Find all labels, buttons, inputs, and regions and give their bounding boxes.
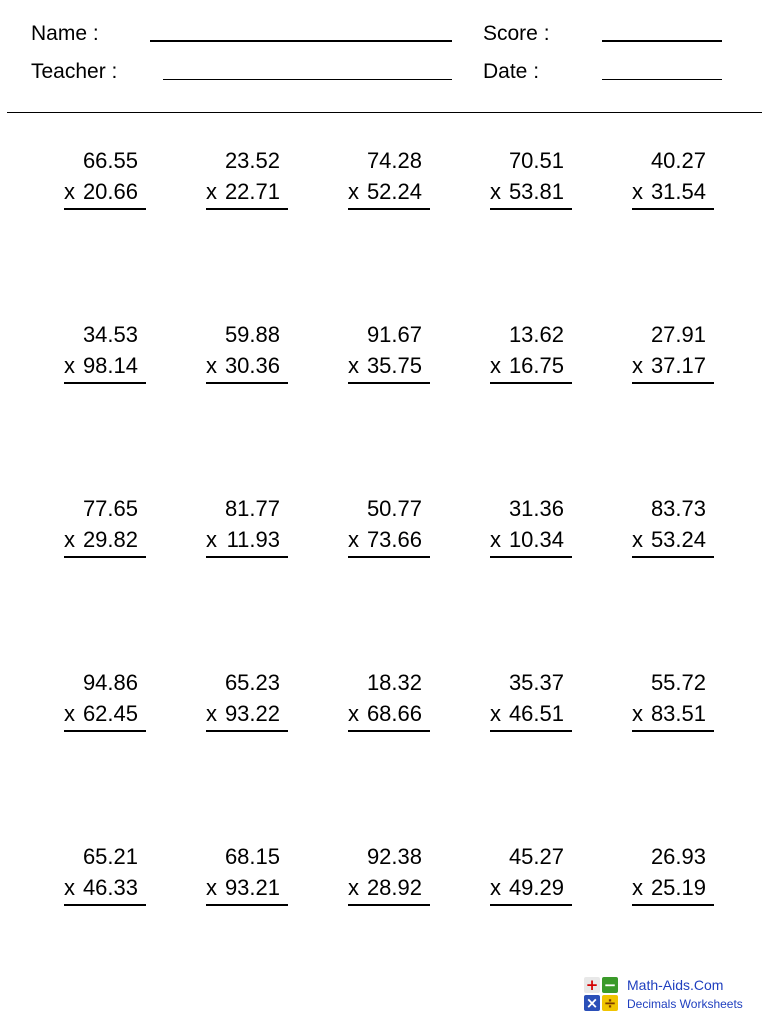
answer-rule: [206, 208, 288, 210]
problem-20: [630, 670, 712, 734]
multiplier: 53.81: [508, 179, 564, 204]
answer-rule: [206, 904, 288, 906]
multiply-operator: x: [632, 701, 643, 726]
divide-icon: ÷: [603, 994, 617, 1012]
multiply-operator: x: [348, 527, 359, 552]
multiplier-row: [490, 527, 564, 553]
multiplier-row: [348, 875, 422, 901]
problem-5: [630, 148, 712, 212]
problem-21: [62, 844, 144, 908]
multiplier-row: [64, 179, 138, 205]
multiplicand: 45.27: [508, 844, 564, 869]
math-operations-icon: [584, 977, 620, 1013]
multiplicand: 27.91: [650, 322, 706, 347]
multiplier-row: [206, 527, 280, 553]
multiplier: 53.24: [650, 527, 706, 552]
answer-rule: [490, 382, 572, 384]
multiplier: 35.75: [366, 353, 422, 378]
multiplier-row: [64, 353, 138, 379]
multiplicand: 65.23: [224, 670, 280, 695]
problem-18: [346, 670, 428, 734]
multiplier-row: [206, 701, 280, 727]
answer-rule: [206, 556, 288, 558]
multiplier: 62.45: [82, 701, 138, 726]
multiplier: 20.66: [82, 179, 138, 204]
problem-25: [630, 844, 712, 908]
multiplier: 11.93: [226, 527, 280, 552]
teacher-label: Teacher :: [31, 60, 118, 83]
multiply-operator: x: [490, 527, 501, 552]
multiply-operator: x: [348, 875, 359, 900]
multiplier: 25.19: [650, 875, 706, 900]
multiplicand: 40.27: [650, 148, 706, 173]
multiplier-row: [632, 179, 706, 205]
multiplier-row: [632, 527, 706, 553]
multiplicand: 65.21: [82, 844, 138, 869]
date-label: Date :: [483, 60, 540, 83]
brand-logo: [584, 977, 762, 1017]
multiplicand: 66.55: [82, 148, 138, 173]
multiplicand: 26.93: [650, 844, 706, 869]
multiply-operator: x: [348, 179, 359, 204]
multiply-operator: x: [632, 353, 643, 378]
multiplicand: 68.15: [224, 844, 280, 869]
score-label: Score :: [483, 22, 550, 45]
multiplicand: 91.67: [366, 322, 422, 347]
multiplier-row: [206, 353, 280, 379]
multiply-operator: x: [490, 701, 501, 726]
problem-7: [204, 322, 286, 386]
multiplicand: 31.36: [508, 496, 564, 521]
multiplier: 37.17: [650, 353, 706, 378]
multiplier: 68.66: [366, 701, 422, 726]
answer-rule: [632, 904, 714, 906]
problem-9: [488, 322, 570, 386]
multiplier: 98.14: [82, 353, 138, 378]
multiplicand: 74.28: [366, 148, 422, 173]
multiplier: 93.22: [224, 701, 280, 726]
multiplicand: 23.52: [224, 148, 280, 173]
multiply-operator: x: [206, 701, 217, 726]
times-icon: ×: [585, 994, 599, 1012]
multiplier-row: [206, 179, 280, 205]
answer-rule: [490, 730, 572, 732]
multiplier-row: [490, 875, 564, 901]
multiplier: 16.75: [508, 353, 564, 378]
problem-15: [630, 496, 712, 560]
problem-2: [204, 148, 286, 212]
teacher-line: [163, 79, 452, 80]
multiplier-row: [64, 701, 138, 727]
answer-rule: [632, 556, 714, 558]
answer-rule: [490, 556, 572, 558]
multiplier: 93.21: [224, 875, 280, 900]
header-divider: [7, 112, 762, 113]
multiplicand: 81.77: [224, 496, 280, 521]
multiplier: 31.54: [650, 179, 706, 204]
brand-name: Math-Aids.Com: [627, 977, 724, 993]
problem-3: [346, 148, 428, 212]
answer-rule: [64, 208, 146, 210]
multiplier-row: [348, 701, 422, 727]
multiplier-row: [490, 701, 564, 727]
multiplicand: 50.77: [366, 496, 422, 521]
multiply-operator: x: [206, 527, 217, 552]
problem-4: [488, 148, 570, 212]
name-line: [150, 40, 452, 42]
multiplier-row: [206, 875, 280, 901]
brand-subtitle: Decimals Worksheets: [627, 997, 743, 1011]
multiplicand: 13.62: [508, 322, 564, 347]
multiply-operator: x: [206, 179, 217, 204]
multiplicand: 35.37: [508, 670, 564, 695]
answer-rule: [490, 904, 572, 906]
multiply-operator: x: [206, 353, 217, 378]
name-label: Name :: [31, 22, 99, 45]
answer-rule: [348, 382, 430, 384]
answer-rule: [64, 904, 146, 906]
problem-grid: [62, 148, 722, 908]
multiply-operator: x: [64, 353, 75, 378]
multiplier: 28.92: [366, 875, 422, 900]
problem-22: [204, 844, 286, 908]
problem-13: [346, 496, 428, 560]
problem-8: [346, 322, 428, 386]
answer-rule: [206, 730, 288, 732]
multiplier-row: [632, 701, 706, 727]
answer-rule: [490, 208, 572, 210]
multiplier-row: [632, 353, 706, 379]
answer-rule: [348, 556, 430, 558]
multiplier-row: [490, 179, 564, 205]
multiplier: 52.24: [366, 179, 422, 204]
date-line: [602, 79, 722, 80]
answer-rule: [206, 382, 288, 384]
multiplier: 29.82: [82, 527, 138, 552]
multiplier-row: [348, 179, 422, 205]
multiply-operator: x: [490, 875, 501, 900]
multiplicand: 18.32: [366, 670, 422, 695]
problem-10: [630, 322, 712, 386]
answer-rule: [348, 208, 430, 210]
answer-rule: [632, 382, 714, 384]
multiplicand: 70.51: [508, 148, 564, 173]
problem-23: [346, 844, 428, 908]
multiply-operator: x: [64, 527, 75, 552]
multiply-operator: x: [348, 353, 359, 378]
answer-rule: [632, 730, 714, 732]
answer-rule: [64, 730, 146, 732]
multiplier: 49.29: [508, 875, 564, 900]
multiply-operator: x: [632, 179, 643, 204]
multiply-operator: x: [64, 179, 75, 204]
multiplier: 46.51: [508, 701, 564, 726]
problem-1: [62, 148, 144, 212]
answer-rule: [348, 904, 430, 906]
multiply-operator: x: [632, 875, 643, 900]
minus-icon: −: [603, 976, 617, 994]
multiplier: 46.33: [82, 875, 138, 900]
answer-rule: [64, 556, 146, 558]
answer-rule: [632, 208, 714, 210]
multiplicand: 55.72: [650, 670, 706, 695]
multiplier: 83.51: [650, 701, 706, 726]
multiplier-row: [490, 353, 564, 379]
multiplier-row: [64, 875, 138, 901]
multiplicand: 83.73: [650, 496, 706, 521]
multiplier-row: [348, 353, 422, 379]
multiply-operator: x: [490, 179, 501, 204]
problem-24: [488, 844, 570, 908]
multiplicand: 77.65: [82, 496, 138, 521]
problem-16: [62, 670, 144, 734]
answer-rule: [348, 730, 430, 732]
multiplier: 30.36: [224, 353, 280, 378]
score-line: [602, 40, 722, 42]
problem-19: [488, 670, 570, 734]
multiply-operator: x: [632, 527, 643, 552]
multiply-operator: x: [64, 875, 75, 900]
problem-12: [204, 496, 286, 560]
multiplier: 10.34: [508, 527, 564, 552]
multiply-operator: x: [348, 701, 359, 726]
multiply-operator: x: [64, 701, 75, 726]
multiplier-row: [348, 527, 422, 553]
problem-6: [62, 322, 144, 386]
problem-11: [62, 496, 144, 560]
multiplicand: 92.38: [366, 844, 422, 869]
plus-icon: +: [585, 976, 599, 994]
answer-rule: [64, 382, 146, 384]
multiplier: 22.71: [224, 179, 280, 204]
multiplicand: 94.86: [82, 670, 138, 695]
multiply-operator: x: [490, 353, 501, 378]
multiplicand: 34.53: [82, 322, 138, 347]
problem-17: [204, 670, 286, 734]
multiplier-row: [632, 875, 706, 901]
multiplier: 73.66: [366, 527, 422, 552]
multiplier-row: [64, 527, 138, 553]
problem-14: [488, 496, 570, 560]
multiply-operator: x: [206, 875, 217, 900]
multiplicand: 59.88: [224, 322, 280, 347]
